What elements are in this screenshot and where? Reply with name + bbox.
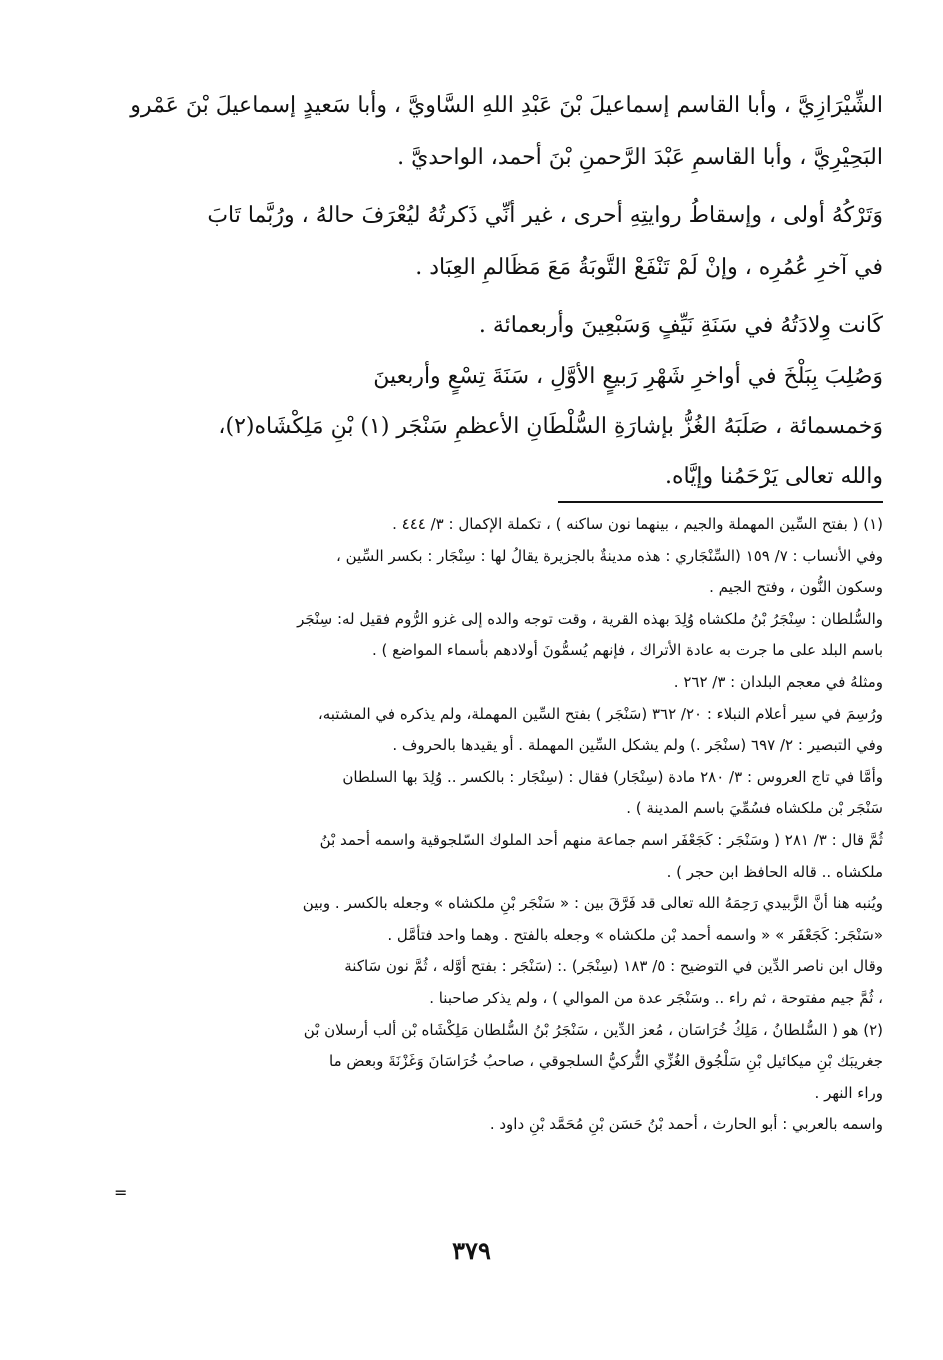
footnote-line: ورُسِمَ في سير أعلام النبلاء : ٢٠/ ٣٦٢ (سَنْجَر ) بفتح السِّين المهملة، ولم يذكره في المشتبه، (317, 704, 883, 723)
footnote-line: وأمَّا في تاج العروس : ٣/ ٢٨٠ مادة (سِنْجَار) فقال : (سِنْجَار : بالكسر .. وُلِدَ بها السلطان (342, 767, 883, 786)
page-number: ٣٧٩ (452, 1236, 491, 1265)
footnote-line: والسُّلطان : سِنْجَرُ بْنُ ملكشاه وُلِدَ بهذه القرية ، وقت توجه والده إلى غزو الرُّوم فقيل له: سِنْجَر (297, 609, 883, 628)
main-text-block (62, 80, 883, 502)
footnote-line: وراء النهر . (814, 1083, 883, 1102)
footnote-line: وقال ابن ناصر الدِّين في التوضيح : ٥/ ١٨٣ (سِنْجَر) .: (سَنْجَر : بفتح أوَّله ، ثُمَّ نون سَاكنة (344, 957, 883, 976)
footnote-line: جغريبَك بْنِ ميكائيل بْنِ سَلْجُوق الغُزِّي التُّركيُّ السلجوقي ، صاحبُ خُرَاسَانَ وَغَزْنَةَ وبعض ما (329, 1052, 883, 1071)
footnote-line: وفي الأنساب : ٧/ ١٥٩ (السِّنْجَاري : هذه مدينةٌ بالجزيرة يقالُ لها : سِنْجَار : بكسر السِّين ، (336, 546, 883, 565)
footnote-line: ويُنبه هنا أنَّ الزَّبيدي رَحِمَهُ الله تعالى قد فَرَّقَ بين : « سَنْجَر بْنِ ملكشاه » وجعله بالكسر . وبين (302, 894, 883, 913)
main-line: البَحِيْرِيَّ ، وأبا القاسمِ عَبْدَ الرَّحمنِ بْنَ أحمد، الواحديَّ . (397, 145, 883, 170)
main-line: والله تعالى يَرْحَمُنا وإيَّاه. (665, 464, 883, 489)
footnote-line: ثُمَّ قال : ٣/ ٢٨١ ( وسَنْجَر : كَجَعْفَر اسم جماعة منهم أحد الملوك السّلجوقية واسمه أحمد بْنُ (319, 830, 883, 849)
footnote-line: ملكشاه .. قاله الحافظ ابن حجر ) . (666, 862, 883, 881)
footnote-line: وفي التبصير : ٢/ ٦٩٧ (سنْجَر .) ولم يشكل السِّين المهملة . أو يقيدها بالحروف . (392, 736, 883, 755)
main-line: وَخمسمائة ، صَلَبَهُ الغُزُّ بإشارَةِ السُّلْطَانِ الأعظمِ سَنْجَر (١) بْنِ مَلِكْشَاه(٢)، (218, 414, 883, 439)
main-line: في آخرِ عُمُرِه ، وإنْ لَمْ تَنْفَعْ التَّوبَةُ مَعَ مَظَالمِ العِبَاد . (415, 255, 883, 280)
footnote-separator (558, 501, 883, 503)
footnote-line: وسكون النُّون ، وفتح الجيم . (709, 578, 883, 597)
main-line: وَتَرْكُهُ أولى ، وإسقاطُ روايتِهِ أحرى ، غير أنِّي ذَكرتُهُ ليُعْرَفَ حالهُ ، ورُبَّما تَابَ (207, 203, 883, 228)
footnote-line: (١) ( بفتح السِّين المهملة والجيم ، بينهما نون ساكنه ) ، تكملة الإكمال : ٣/ ٤٤٤ . (392, 515, 883, 533)
footnote-line: باسم البلد على ما جرت به عادة الأتراك ، فإنهم يُسمُّونَ أولادهم بأسماء المواضع ) . (371, 641, 883, 660)
footnote-line: ومثلهُ في معجم البلدان : ٣/ ٢٦٢ . (673, 672, 883, 691)
footnote-continuation-mark: = (114, 1183, 128, 1202)
footnote-line: (٢) هو ( السُّلطانُ ، مَلِكُ خُرَاسَان ، مُعز الدِّين ، سَنْجَرُ بْنُ السُّلطان مَلِكْشَاه بْن ألب أرسلان بْن (303, 1020, 883, 1039)
main-line: وَصُلِبَ بِبَلْخَ في أواخرِ شَهْرِ رَبيعٍ الأوَّلِ ، سَنَةَ تِسْعٍ وأربعينَ (373, 364, 883, 389)
footnote-line: سَنْجَر بْن ملكشاه فسُمِّيَ باسم المدينة ) . (626, 799, 883, 818)
footnote-line: واسمه بالعربي : أبو الحارث ، أحمد بْنُ حَسَن بْنِ مُحَمَّد بْنِ داود . (489, 1115, 883, 1134)
main-line: الشِّيْرَازِيَّ ، وأبا القاسم إسماعيلَ بْنَ عَبْدِ اللهِ السَّاويَّ ، وأبا سَعيدٍ إسماعيلَ بْنَ عَمْرو (130, 93, 883, 118)
main-line: كَانت وِلادَتُهُ في سَنَةِ نَيِّفٍ وَسَبْعِينَ وأربعمائة . (478, 313, 883, 338)
footnotes-block (62, 509, 883, 1141)
footnote-line: ، ثُمَّ جيم مفتوحة ، ثم راء .. وسَنْجَر عدة من الموالي ) ، ولم يذكر صاحبنا . (429, 988, 883, 1007)
footnote-line: «سَنْجَر: كَجَعْفَر » « واسمه أحمد بْن ملكشاه » وجعله بالفتح . وهما واحد فتأمَّل . (387, 925, 883, 944)
